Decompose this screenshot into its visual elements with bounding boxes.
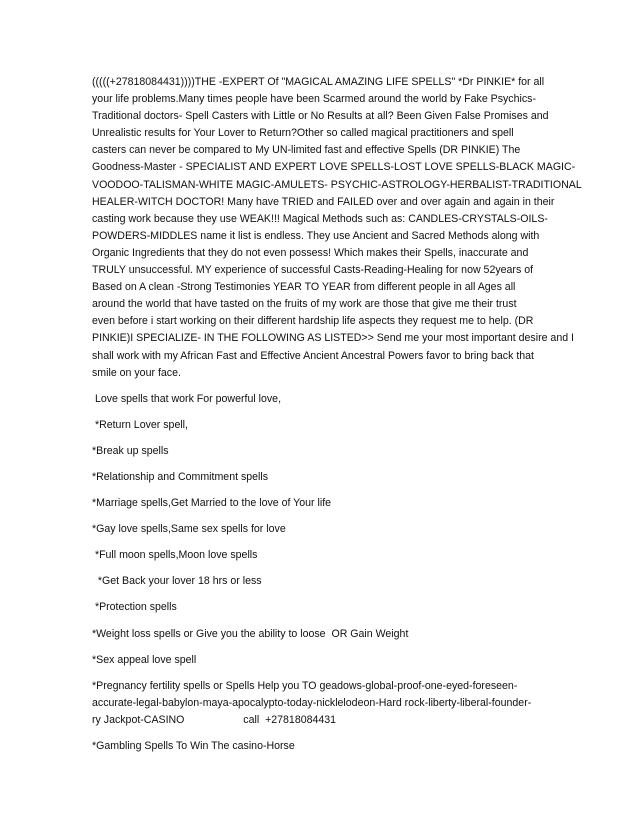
intro-line: Goodness-Master - SPECIALIST AND EXPERT LOVE SPELLS-LOST LOVE SPELLS-BLACK MAGIC-: [92, 161, 576, 174]
intro-line: even before i start working on their different hardship life aspects they request me to help. (DR: [92, 315, 534, 328]
list-item-line: ry Jackpot-CASINO call +27818084431: [92, 713, 337, 726]
intro-line: (((((+27818084431))))THE -EXPERT Of "MAGICAL AMAZING LIFE SPELLS" *Dr PINKIE* for all: [92, 76, 545, 88]
intro-line: VOODOO-TALISMAN-WHITE MAGIC-AMULETS- PSYCHIC-ASTROLOGY-HERBALIST-TRADITIONAL: [92, 178, 582, 191]
intro-paragraph: [92, 74, 582, 382]
intro-line: POWDERS-MIDDLES name it list is endless. They use Ancient and Sacred Methods along with: [92, 229, 540, 242]
intro-line: PINKIE)I SPECIALIZE- IN THE FOLLOWING AS LISTED>> Send me your most important desire and I: [92, 332, 574, 345]
list-item-line: accurate-legal-babylon-maya-apocalypto-today-nicklelodeon-Hard rock-liberty-liberal-founder-: [92, 696, 532, 709]
list-item: *Gay love spells,Same sex spells for love: [92, 523, 286, 536]
intro-line: smile on your face.: [92, 366, 181, 379]
list-item-multiline: [92, 678, 552, 729]
intro-line: casters can never be compared to My UN-limited fast and effective Spells (DR PINKIE) The: [92, 144, 521, 157]
list-item: *Weight loss spells or Give you the ability to loose OR Gain Weight: [92, 627, 409, 640]
intro-line: TRULY unsuccessful. MY experience of successful Casts-Reading-Healing for now 52years of: [92, 264, 534, 277]
intro-line: your life problems.Many times people have been Scarmed around the world by Fake Psychics-: [92, 93, 536, 106]
list-item: *Marriage spells,Get Married to the love of Your life: [92, 497, 332, 510]
intro-line: HEALER-WITCH DOCTOR! Many have TRIED and FAILED over and over again and again in their: [92, 195, 555, 208]
list-item: *Get Back your lover 18 hrs or less: [92, 575, 262, 588]
document-page: [92, 74, 582, 755]
intro-line: around the world that have tasted on the fruits of my work are those that give me their trust: [92, 298, 517, 311]
list-item: *Sex appeal love spell: [92, 653, 197, 666]
list-item: *Relationship and Commitment spells: [92, 470, 269, 483]
list-item: *Return Lover spell,: [92, 418, 188, 431]
intro-line: Based on A clean -Strong Testimonies YEAR TO YEAR from different people in all Ages all: [92, 281, 516, 294]
intro-line: casting work because they use WEAK!!! Magical Methods such as: CANDLES-CRYSTALS-OILS-: [92, 212, 548, 225]
list-item: *Protection spells: [92, 601, 177, 614]
intro-line: Organic Ingredients that they do not even possess! Which makes their Spells, inaccurate and: [92, 246, 529, 259]
intro-line: Traditional doctors- Spell Casters with Little or No Results at all? Been Given False Promises and: [92, 110, 549, 123]
intro-line: Unrealistic results for Your Lover to Return?Other so called magical practitioners and spell: [92, 127, 514, 140]
intro-line: shall work with my African Fast and Effective Ancient Ancestral Powers favor to bring back that: [92, 349, 535, 362]
list-item: Love spells that work For powerful love,: [92, 392, 282, 405]
list-item: *Break up spells: [92, 444, 169, 457]
list-item: *Full moon spells,Moon love spells: [92, 549, 258, 562]
list-item-line: *Pregnancy fertility spells or Spells Help you TO geadows-global-proof-one-eyed-foreseen-: [92, 679, 518, 692]
list-item: *Gambling Spells To Win The casino-Horse: [92, 740, 295, 752]
